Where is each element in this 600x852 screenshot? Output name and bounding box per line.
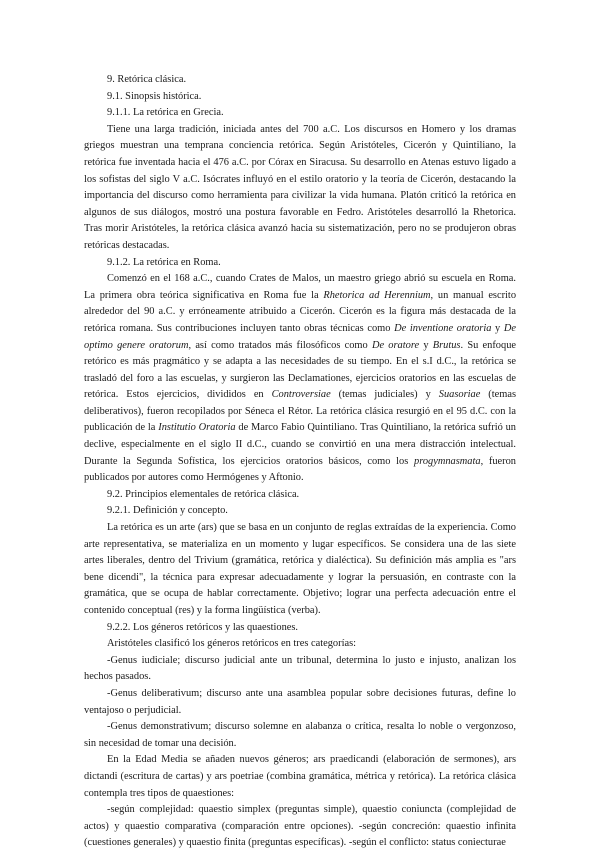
paragraph-genus-iudiciale: -Genus iudiciale; discurso judicial ante un tribunal, determina lo justo e injusto, analizan los hechos pasados. bbox=[84, 654, 516, 683]
title-de-inventione: De inventione oratoria bbox=[394, 322, 492, 334]
term-suasoriae: Suasoriae bbox=[438, 389, 481, 401]
roma-text-7: (temas judiciales) y bbox=[330, 389, 439, 401]
roma-text-10: , fueron publicados por autores como Hermógenes y Aftonio. bbox=[84, 455, 516, 484]
roma-text-9: de Marco Fabio Quintiliano. Tras Quintiliano, la retórica sufrió un declive, especialmente en el siglo II d.C., cuando se convirtió en una mera distracción intelectual. Durante la Segunda Sofística, los ejercicios oratorios básicos, como los bbox=[84, 422, 516, 467]
paragraph-definicion: La retórica es un arte (ars) que se basa en un conjunto de reglas extraídas de la experiencia. Como arte representativa, se materializa en un momento y lugar específicos. Se considera una de las siete artes liberales, dentro del Trivium (gramática, retórica y dialéctica). Su definición más amplia es "ars bene dicendi", la técnica para expresar adecuadamente y lograr la persuasión, en contraste con la gramática, que se ocupa de hablar correctamente. Objetivo; lograr una perfecta adecuación entre el contenido conceptual (res) y la forma lingüística (verba). bbox=[84, 522, 516, 616]
paragraph-genus-deliberativum: -Genus deliberativum; discurso ante una asamblea popular sobre decisiones futuras, define lo ventajoso o perjudicial. bbox=[84, 687, 516, 716]
roma-text-4: , así como tratados más filosóficos como bbox=[188, 339, 372, 351]
heading-definicion-concepto: 9.2.1. Definición y concepto. bbox=[107, 505, 228, 517]
roma-text-2: , un manual escrito alrededor del 90 a.C. y erróneamente atribuido a Cicerón. Cicerón es la figura más destacada de la retórica romana. Sus contribuciones incluyen tanto obras técnicas como bbox=[84, 289, 517, 334]
title-institutio-oratoria: Institutio Oratoria bbox=[158, 422, 236, 434]
term-controversiae: Controversiae bbox=[271, 389, 331, 401]
roma-text-8: (temas deliberativos), fueron recopilados por Séneca el Rétor. La retórica clásica resurgió en el 95 d.C. con la publicación de la bbox=[84, 389, 516, 434]
roma-text-1: Comenzó en el 168 a.C., cuando Crates de Malos, un maestro griego abrió su escuela en Roma. La primera obra teórica significativa en Roma fue la bbox=[84, 273, 516, 301]
title-brutus: Brutus bbox=[432, 339, 461, 351]
heading-retorica-grecia: 9.1.1. La retórica en Grecia. bbox=[107, 107, 224, 119]
heading-retorica-roma: 9.1.2. La retórica en Roma. bbox=[107, 256, 221, 268]
paragraph-roma bbox=[84, 271, 516, 487]
title-rhetorica-ad-herennium: Rhetorica ad Herennium bbox=[323, 289, 431, 301]
paragraph-genus-demonstrativum: -Genus demonstrativum; discurso solemne en alabanza o crítica, resalta lo noble o vergonzoso, sin necesidad de tomar una decisión. bbox=[84, 721, 516, 749]
heading-sinopsis-historica: 9.1. Sinopsis histórica. bbox=[107, 90, 202, 102]
title-de-optimo-genere: De optimo genere oratorum bbox=[84, 322, 517, 351]
roma-text-5: y bbox=[419, 339, 433, 351]
roma-text-6: . Su enfoque retórico es más pragmático y se adapta a las necesidades de su tiempo. En el s.I d.C., la retórica se trasladó del foro a las escuelas, y surgieron las Declamationes, ejercicios oratorios en las escuelas de retórica. Estos ejercicios, divididos en bbox=[84, 339, 516, 401]
heading-retorica-clasica: 9. Retórica clásica. bbox=[107, 74, 187, 85]
document-body bbox=[84, 72, 516, 852]
paragraph-edad-media: En la Edad Media se añaden nuevos géneros; ars praedicandi (elaboración de sermones), ars dictandi (escritura de cartas) y ars poetriae (combina gramática, métrica y retórica). La retórica clásica contempla tres tipos de quaestiones: bbox=[84, 754, 516, 799]
roma-text-3: y bbox=[491, 322, 504, 334]
term-progymnasmata: progymnasmata bbox=[414, 455, 481, 467]
heading-principios-elementales: 9.2. Principios elementales de retórica clásica. bbox=[107, 488, 300, 500]
paragraph-generos-intro: Aristóteles clasificó los géneros retóricos en tres categorías: bbox=[107, 638, 356, 650]
title-de-oratore: De oratore bbox=[371, 339, 420, 351]
paragraph-quaestiones: -según complejidad: quaestio simplex (preguntas simple), quaestio coniuncta (complejidad de actos) y quaestio comparativa (comparación entre opciones). -según concreción: quaestio infinita (cuestiones generales) y quaestio finita (preguntas específicas). -según el conflicto: status coniecturae bbox=[84, 804, 516, 849]
paragraph-grecia: Tiene una larga tradición, iniciada antes del 700 a.C. Los discursos en Homero y los dramas griegos muestran una temprana conciencia retórica. Según Aristóteles, Cicerón y Quintiliano, la retórica fue inventada hacia el 476 a.C. por Córax en Siracusa. Su desarrollo en Atenas estuvo ligado a los sofistas del siglo V a.C. Isócrates influyó en el estilo oratorio y la teoría de Cicerón, destacando la importancia del discurso como herramienta para civilizar la vida humana. Platón criticó la retórica en algunos de sus diálogos, mostró una postura favorable en Fedro. Aristóteles desarrolló la Rhetorica. Tras morir Aristóteles, la retórica clásica avanzó hacia su sistematización, pero no se produjeron obras retóricas destacadas. bbox=[84, 123, 516, 251]
heading-generos-quaestiones: 9.2.2. Los géneros retóricos y las quaestiones. bbox=[107, 621, 299, 633]
